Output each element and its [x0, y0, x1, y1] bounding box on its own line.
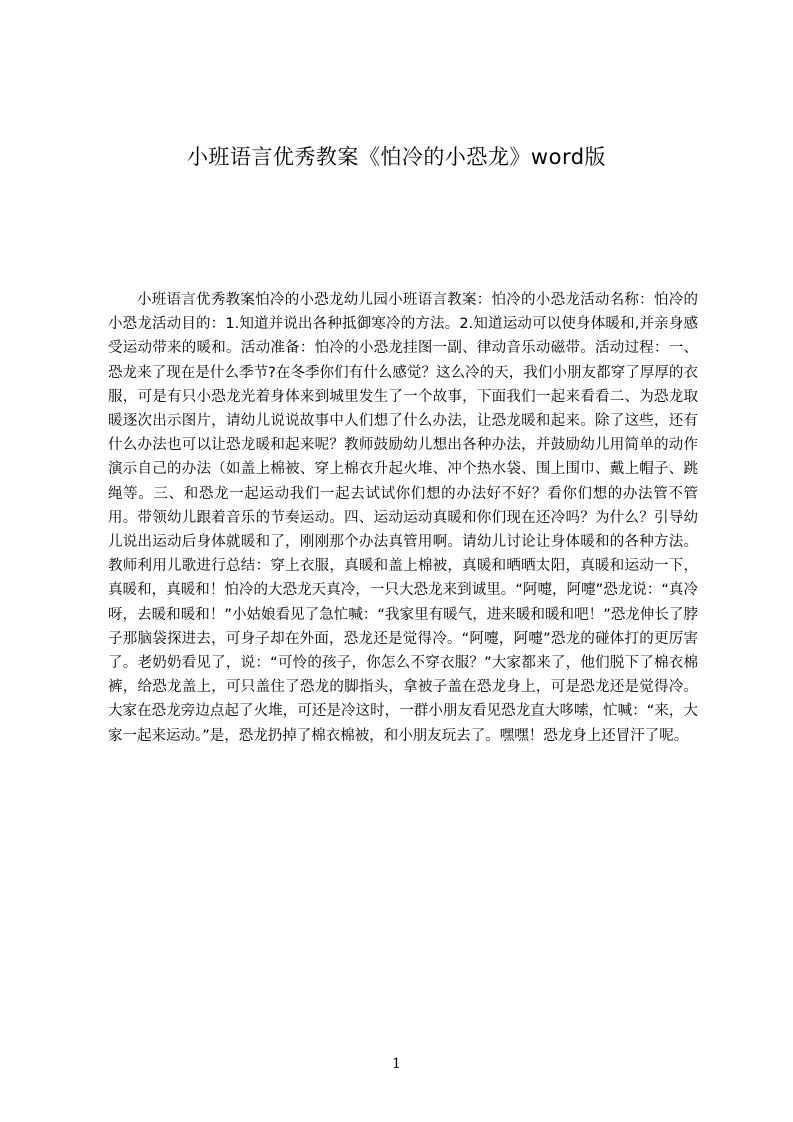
document-title: 小班语言优秀教案《怕冷的小恐龙》word版: [186, 145, 607, 169]
document-body-paragraph: 小班语言优秀教案怕冷的小恐龙幼儿园小班语言教案：怕冷的小恐龙活动名称：怕冷的小恐龙活动目的：1.知道并说出各种抵御寒冷的方法。2.知道运动可以使身体暖和,并亲身感受运动带来的暖和。活动准备：怕冷的小恐龙挂图一副、律动音乐动磁带。活动过程：一、恐龙来了现在是什么季节?在冬季你们有什么感觉？这么冷的天，我们小朋友都穿了厚厚的衣服，可是有只小恐龙光着身体来到城里发生了一个故事，下面我们一起来看看二、为恐龙取暖逐次出示图片，请幼儿说说故事中人们想了什么办法，让恐龙暖和起来。除了这些，还有什么办法也可以让恐龙暖和起来呢？教师鼓励幼儿想出各种办法，并鼓励幼儿用简单的动作演示自己的办法（如盖上棉被、穿上棉衣升起火堆、冲个热水袋、围上围巾、戴上帽子、跳绳等。三、和恐龙一起运动我们一起去试试你们想的办法好不好？看你们想的办法管不管用。带领幼儿跟着音乐的节奏运动。四、运动运动真暖和你们现在还冷吗？为什么？引导幼儿说出运动后身体就暖和了，刚刚那个办法真管用啊。请幼儿讨论让身体暖和的各种方法。教师利用儿歌进行总结：穿上衣服，真暖和盖上棉被，真暖和晒晒太阳，真暖和运动一下，真暖和，真暖和！怕冷的大恐龙天真冷，一只大恐龙来到诚里。“阿嚏，阿嚏”恐龙说：“真冷呀，去暖和暖和！”小姑娘看见了急忙喊：“我家里有暖气，进来暖和暖和吧！”恐龙伸长了脖子那脑袋探进去，可身子却在外面，恐龙还是觉得冷。“阿嚏，阿嚏”恐龙的碰体打的更厉害了。老奶奶看见了，说：“可怜的孩子，你怎么不穿衣服？”大家都来了，他们脱下了棉衣棉裤，给恐龙盖上，可只盖住了恐龙的脚指头，拿被子盖在恐龙身上，可是恐龙还是觉得冷。大家在恐龙旁边点起了火堆，可还是冷这时，一群小朋友看见恐龙直大哆嗦，忙喊：“来，大家一起来运动。”是，恐龙扔掉了棉衣棉被，和小朋友玩去了。嘿嘿！恐龙身上还冒汗了呢。: [108, 292, 698, 744]
page-number: 1: [392, 1056, 401, 1072]
